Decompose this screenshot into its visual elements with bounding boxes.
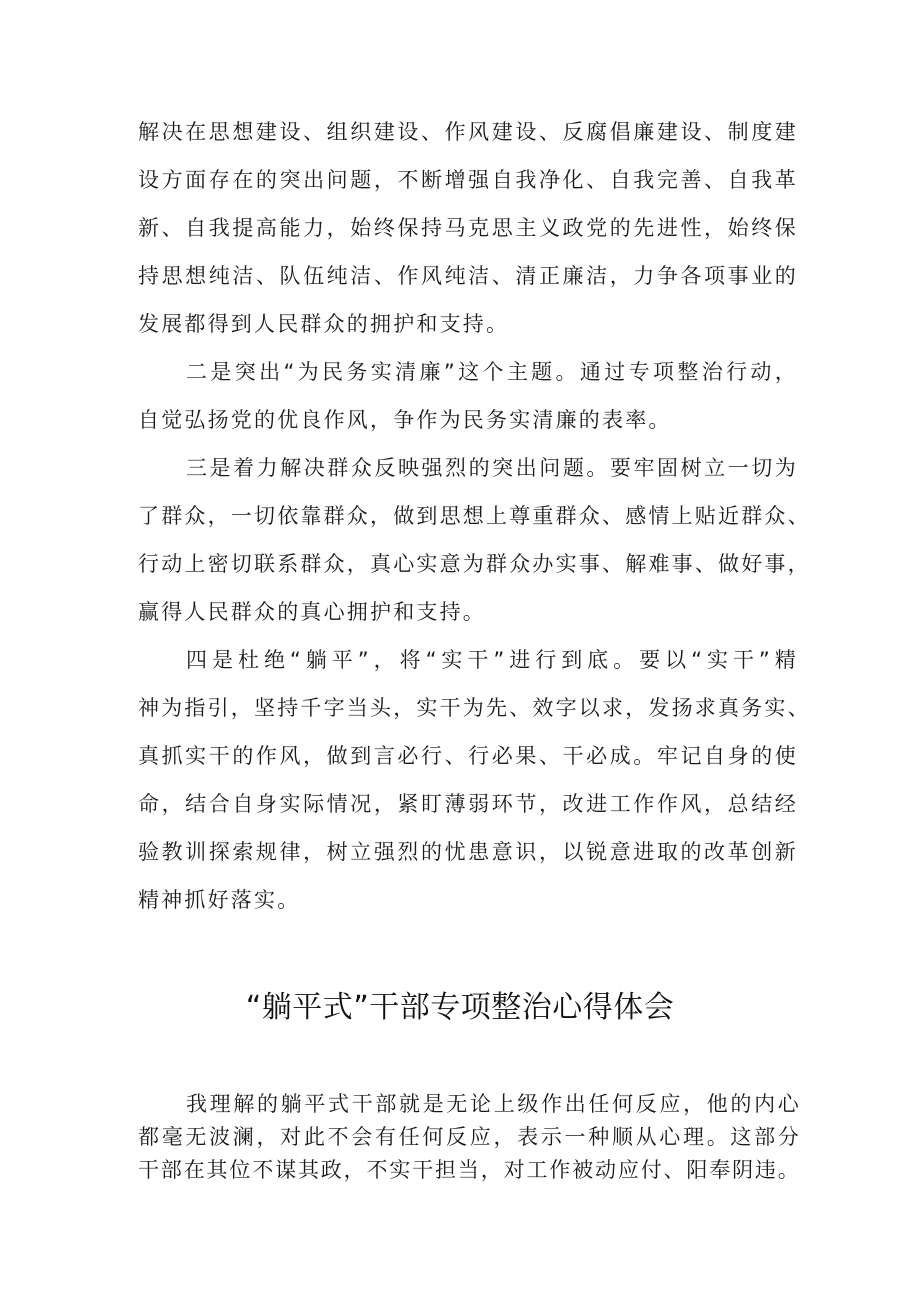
body-text-section-1 [138,108,811,924]
paragraph-line: 解决在思想建设、组织建设、作风建设、反腐倡廉建设、制度建 [138,120,798,144]
paragraph-line: 干部在其位不谋其政，不实干担当，对工作被动应付、阳奉阴违。 [138,1158,800,1182]
paragraph-line: 命，结合自身实际情况，紧盯薄弱环节，改进工作作风，总结经 [138,792,798,816]
paragraph-line: 神为指引，坚持千字当头，实干为先、效字以求，发扬求真务实、 [138,696,811,720]
paragraph-line: 验教训探索规律，树立强烈的忧患意识，以锐意进取的改革创新 [138,840,798,864]
paragraph-line: 精神抓好落实。 [138,888,301,912]
paragraph-line: 了群众，一切依靠群众，做到思想上尊重群众、感情上贴近群众、 [138,504,811,528]
paragraph-line: 四是杜绝“躺平”，将“实干”进行到底。要以“实干”精 [186,648,798,672]
paragraph-line: 新、自我提高能力，始终保持马克思主义政党的先进性，始终保 [138,216,798,240]
paragraph-line: 真抓实干的作风，做到言必行、行必果、干必成。牢记自身的使 [138,744,798,768]
article-heading: “躺平式”干部专项整治心得体会 [245,990,675,1025]
paragraph-line: 发展都得到人民群众的拥护和支持。 [138,312,510,336]
paragraph-line: 自觉弘扬党的优良作风，争作为民务实清廉的表率。 [138,408,672,432]
paragraph-line: 我理解的躺平式干部就是无论上级作出任何反应，他的内心 [186,1092,800,1116]
body-text-section-2 [138,1088,800,1187]
paragraph-line: 设方面存在的突出问题，不断增强自我净化、自我完善、自我革 [138,168,798,192]
paragraph-line: 持思想纯洁、队伍纯洁、作风纯洁、清正廉洁，力争各项事业的 [138,264,798,288]
paragraph-line: 赢得人民群众的真心拥护和支持。 [138,600,486,624]
paragraph-line: 行动上密切联系群众，真心实意为群众办实事、解难事、做好事， [138,552,811,576]
paragraph-line: 三是着力解决群众反映强烈的突出问题。要牢固树立一切为 [186,456,798,480]
paragraph-line: 都毫无波澜，对此不会有任何反应，表示一种顺从心理。这部分 [138,1125,800,1149]
paragraph-line: 二是突出“为民务实清廉”这个主题。通过专项整治行动， [186,360,798,384]
